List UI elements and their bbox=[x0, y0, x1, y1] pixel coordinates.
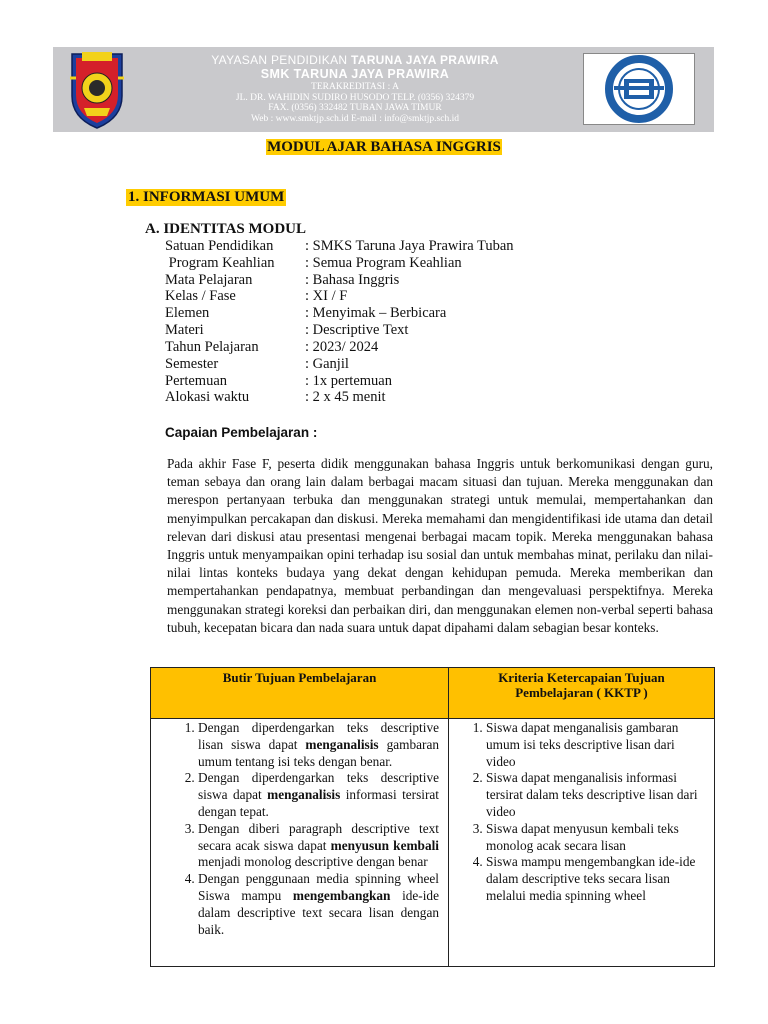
objective-verb: menganalisis bbox=[267, 787, 341, 803]
identity-value: : Bahasa Inggris bbox=[305, 272, 400, 288]
identity-label: Program Keahlian bbox=[165, 255, 275, 271]
identity-row bbox=[165, 305, 446, 322]
objective-verb: mengembangkan bbox=[292, 887, 391, 903]
objective-verb: menyusun kembali bbox=[330, 837, 439, 853]
table-divider bbox=[151, 718, 714, 719]
subsection-heading-identitas-modul: A. IDENTITAS MODUL bbox=[145, 221, 306, 237]
foundation-prefix: YAYASAN PENDIDIKAN bbox=[211, 53, 348, 67]
school-address: JL. DR. WAHIDIN SUDIRO HUSODO TELP. (0356) 324379 bbox=[235, 92, 475, 103]
identity-value: : Descriptive Text bbox=[305, 322, 409, 338]
kktp-item: 3. Siswa dapat menyusun kembali teks monolog acak secara lisan bbox=[486, 821, 702, 855]
identity-label: Semester bbox=[165, 356, 219, 372]
identity-row bbox=[165, 255, 462, 272]
section-heading-informasi-umum: 1. INFORMASI UMUM bbox=[128, 189, 285, 205]
objective-text: Dengan diperdengarkan teks descriptive siswa dapat bbox=[198, 770, 439, 803]
objective-text: gambaran umum tentang isi teks dengan benar. bbox=[198, 736, 439, 769]
objective-text: menjadi monolog descriptive dengan benar bbox=[198, 854, 428, 870]
identity-row bbox=[165, 272, 399, 289]
identity-label: Kelas / Fase bbox=[165, 288, 236, 304]
identity-row bbox=[165, 339, 378, 356]
identity-value: : Menyimak – Berbicara bbox=[305, 305, 447, 321]
learning-objectives-table bbox=[150, 667, 715, 967]
identity-value: : 2 x 45 menit bbox=[305, 389, 386, 405]
table-header-kktp-text: Kriteria Ketercapaian Tujuan Pembelajaran ( KKTP ) bbox=[498, 670, 665, 700]
objectives-list bbox=[151, 720, 439, 938]
document-title bbox=[0, 139, 768, 156]
identity-label: Tahun Pelajaran bbox=[165, 339, 259, 355]
objective-text: Dengan penggunaan media spinning wheel Siswa mampu bbox=[198, 871, 439, 903]
school-web-email: Web : www.smktjp.sch.id E-mail : info@smktjp.sch.id bbox=[251, 113, 459, 124]
kktp-item: 4. Siswa mampu mengembangkan ide-ide dalam descriptive teks secara lisan melalui media spinning wheel bbox=[486, 854, 702, 904]
identity-label: Mata Pelajaran bbox=[165, 272, 253, 288]
objective-text: ide-ide dalam descriptive text secara lisan dengan baik. bbox=[198, 887, 439, 937]
accreditation: TERAKREDITASI : A bbox=[311, 82, 399, 92]
table-header-tujuan: Butir Tujuan Pembelajaran bbox=[151, 668, 449, 718]
identity-value: : XI / F bbox=[305, 288, 348, 304]
objective-item bbox=[198, 821, 439, 871]
identity-label: Alokasi waktu bbox=[165, 389, 250, 405]
identity-value: : 1x pertemuan bbox=[305, 373, 392, 389]
objective-verb: menganalisis bbox=[305, 736, 379, 752]
foundation-title: TARUNA JAYA PRAWIRA bbox=[351, 53, 499, 67]
table-header-kktp bbox=[449, 668, 714, 718]
capaian-pembelajaran-paragraph: Pada akhir Fase F, peserta didik menggunakan bahasa Inggris untuk berkomunikasi dengan guru, teman sebaya dan orang lain dalam berbagai macam situasi dan tujuan. Mereka menggunakan dan merespon pertanyaan terbuka dan menggunakan strategi untuk memulai, mempertahankan dan menyimpulkan percakapan dan diskusi. Mereka memahami dan mengidentifikasi ide utama dan detail relevan dari diskusi atau presentasi mengenai berbagai macam topik. Mereka menggunakan bahasa Inggris untuk menyampaikan opini terhadap isu sosial dan untuk membahas minat, perilaku dan nilai-nilai lintas konteks budaya yang dekat dengan kehidupan pemuda. Mereka memberikan dan mempertahankan pendapatnya, membuat perbandingan dan mengevaluasi perspektifnya. Mereka menggunakan strategi koreksi dan perbaikan diri, dan menggunakan elemen non-verbal seperti bahasa tubuh, kecepatan bicara dan nada suara untuk dapat dipahami dalam sebagian besar konteks. bbox=[167, 456, 713, 635]
school-fax: FAX. (0356) 332482 TUBAN JAWA TIMUR bbox=[268, 103, 442, 113]
identity-label: Materi bbox=[165, 322, 204, 338]
kktp-item: 2. Siswa dapat menganalisis informasi tersirat dalam teks descriptive lisan dari video bbox=[486, 770, 702, 820]
kktp-item: 1. Siswa dapat menganalisis gambaran umum isi teks descriptive lisan dari video bbox=[486, 720, 702, 770]
identity-label: Elemen bbox=[165, 305, 210, 321]
objective-text: Dengan diberi paragraph descriptive text secara acak siswa dapat bbox=[198, 820, 439, 853]
objectives-list-cell bbox=[151, 720, 439, 938]
identity-value: : SMKS Taruna Jaya Prawira Tuban bbox=[305, 238, 514, 254]
letterhead-text bbox=[150, 53, 560, 124]
document-title-text: MODUL AJAR BAHASA INGGRIS bbox=[267, 139, 501, 155]
capaian-pembelajaran-heading: Capaian Pembelajaran : bbox=[165, 425, 318, 440]
identity-row bbox=[165, 238, 514, 255]
foundation-name bbox=[150, 53, 560, 67]
identity-row bbox=[165, 389, 386, 406]
identity-row bbox=[165, 356, 349, 373]
identity-value: : Semua Program Keahlian bbox=[305, 255, 462, 271]
objective-text: informasi tersirat dengan tepat. bbox=[198, 787, 439, 819]
objective-item bbox=[198, 720, 439, 770]
identity-value: : Ganjil bbox=[305, 356, 349, 372]
kktp-list-cell bbox=[454, 720, 702, 905]
identity-row bbox=[165, 288, 347, 305]
school-name: SMK TARUNA JAYA PRAWIRA bbox=[260, 67, 450, 81]
identity-row bbox=[165, 322, 408, 339]
school-logo bbox=[62, 48, 132, 130]
iso-certification-logo bbox=[583, 53, 695, 125]
identity-label: Pertemuan bbox=[165, 373, 228, 389]
identity-value: : 2023/ 2024 bbox=[305, 339, 379, 355]
identity-row bbox=[165, 373, 392, 390]
kktp-list bbox=[454, 720, 702, 905]
table-column-divider bbox=[448, 718, 449, 966]
objective-text: Dengan diperdengarkan teks descriptive lisan siswa dapat bbox=[198, 720, 439, 752]
identity-label: Satuan Pendidikan bbox=[165, 238, 274, 254]
objective-item bbox=[198, 871, 439, 938]
objective-item bbox=[198, 770, 439, 820]
